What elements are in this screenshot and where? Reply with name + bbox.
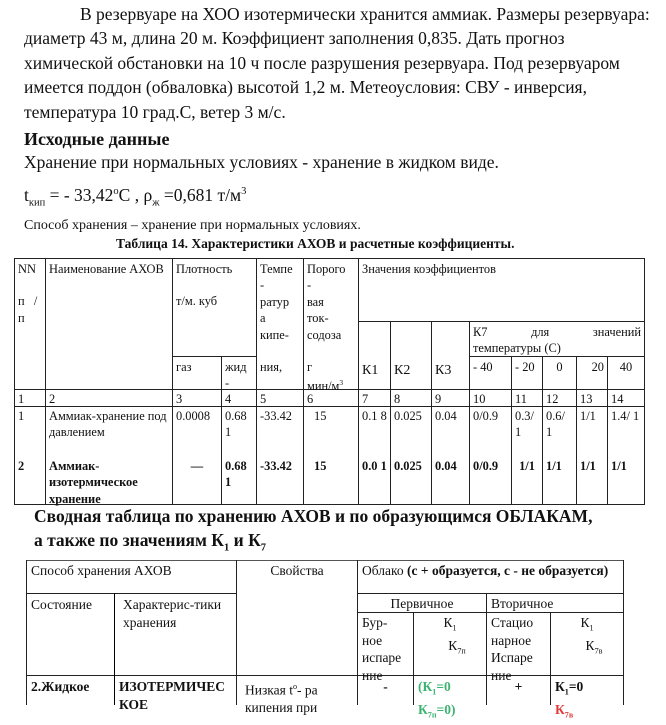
method-line: Способ хранения – хранение при нормальных условиях. xyxy=(24,218,361,233)
row-properties: Низкая $t^o-$ ра кипения при xyxy=(245,682,318,715)
col-number: 7 xyxy=(362,392,369,406)
col-number: 9 xyxy=(435,392,442,406)
row2-gas: — xyxy=(190,459,204,473)
row2-k3: 0.04 xyxy=(435,459,457,473)
row2-nn: 2 xyxy=(18,459,25,473)
col-number: 6 xyxy=(307,392,314,406)
row1-name: Аммиак-хранение под давлением xyxy=(49,409,167,440)
row-secondary-k: $К_1=0$ $К_{7в}$ xyxy=(555,679,584,720)
col-number: 5 xyxy=(260,392,267,406)
t-symbol: t xyxy=(24,185,29,205)
row1-liquid: 0.68 1 xyxy=(225,409,247,440)
row-primary-k: ($К_1=0$ $К_{7п}=0$) xyxy=(418,679,456,720)
header-temp-m40: - 40 xyxy=(473,360,493,374)
row2-k1: 0.0 1 xyxy=(362,459,387,473)
col-number: 10 xyxy=(473,392,486,406)
row-stationary: + xyxy=(514,679,523,694)
summary-title-line1: Сводная таблица по хранению АХОВ и по образующимся ОБЛАКАМ, xyxy=(34,506,593,526)
rho-value: =0,681 т/м xyxy=(159,185,242,205)
row1-k7-20: 1/1 xyxy=(580,409,596,423)
row-state: 2.Жидкое xyxy=(31,679,90,694)
row2-k7-0: 1/1 xyxy=(546,459,562,473)
header-nn: NN п / п xyxy=(18,262,38,325)
row1-k7-m20: 0.3/ 1 xyxy=(515,409,534,440)
row1-temp: -33.42 xyxy=(260,409,293,423)
header-boiling-evaporation: Бур-ное испаре ние xyxy=(362,615,402,683)
row2-k2: 0.025 xyxy=(394,459,422,473)
header-k7: К7 для значений температуры (С) xyxy=(473,325,641,356)
header-secondary: Вторичное xyxy=(491,596,554,611)
table14-caption: Таблица 14. Характеристики АХОВ и расчетные коэффициенты. xyxy=(116,236,515,251)
row1-k7-m40: 0/0.9 xyxy=(473,409,499,423)
row2-threshold: 15 xyxy=(314,459,327,473)
col-number: 8 xyxy=(394,392,401,406)
header-storage-chars: Характерис-тики хранения xyxy=(123,597,222,630)
header-coeffs: Значения коэффициентов xyxy=(362,262,496,276)
header-temp-m20: - 20 xyxy=(515,360,535,374)
row1-gas: 0.0008 xyxy=(176,409,211,423)
header-name: Наименование АХОВ xyxy=(49,262,164,276)
header-stationary-evaporation: Стацио нарное Испаре ние xyxy=(491,615,534,683)
intro-text: В резервуаре на ХОО изотермически хранится аммиак. Размеры резервуара: диаметр 43 м, длина 20 м. Коэффициент заполнения 0,835. Дать прогноз химической обстановки на 10 ч после разрушения резервуара. Под резервуаром имеется поддон (обваловка) высотой 1,2 м. Метеоусловия: СВУ - инверсия, температура 10 град.С, ветер 3 м/с. xyxy=(24,4,650,122)
header-liquid: жид - xyxy=(225,360,247,391)
header-k2: К2 xyxy=(394,363,411,378)
row2-k7-m20: 1/1 xyxy=(519,459,535,473)
storage-line: Хранение при нормальных условиях - хранение в жидком виде. xyxy=(24,152,499,172)
col-number: 14 xyxy=(611,392,624,406)
col-number: 1 xyxy=(18,392,25,406)
col-number: 13 xyxy=(580,392,593,406)
header-gas: газ xyxy=(176,360,192,374)
header-k1-k7p: $К_1$ $К_{7п}$ xyxy=(443,615,466,656)
col-number: 12 xyxy=(546,392,559,406)
row-storage-chars: ИЗОТЕРМИЧЕС КОЕ xyxy=(119,679,226,712)
rho-symbol: ρ xyxy=(143,185,153,205)
t-unit: C , xyxy=(118,185,144,205)
summary-title-line2: а также по значениям $К_1$ и $К_7$ xyxy=(34,530,267,554)
header-state: Состояние xyxy=(31,597,92,612)
header-storage-method: Способ хранения АХОВ xyxy=(31,563,172,578)
t-value: = - 33,42 xyxy=(45,185,114,205)
rho-sub: ж xyxy=(152,197,160,209)
header-temp-0: 0 xyxy=(556,360,563,374)
row-boiling: - xyxy=(383,679,388,694)
col-number: 11 xyxy=(515,392,527,406)
source-data-heading: Исходные данные xyxy=(24,129,170,149)
header-density: Плотность т/м. куб xyxy=(176,262,233,309)
row1-k7-0: 0.6/ 1 xyxy=(546,409,565,440)
row2-name: Аммиак-изотермическое хранение xyxy=(49,459,138,506)
row1-nn: 1 xyxy=(18,409,25,423)
row2-liquid: 0.68 1 xyxy=(225,459,247,490)
header-k3: К3 xyxy=(435,363,452,378)
header-temp: Темпе - ратур а кипе- ния, xyxy=(260,262,293,375)
row1-k1: 0.1 8 xyxy=(362,409,387,423)
header-primary: Первичное xyxy=(390,596,454,611)
col-number: 2 xyxy=(49,392,56,406)
row2-k7-m40: 0/0.9 xyxy=(473,459,499,473)
col-number: 4 xyxy=(225,392,232,406)
t-deg: o xyxy=(113,186,119,198)
row2-k7-40: 1/1 xyxy=(611,459,627,473)
row2-temp: -33.42 xyxy=(260,459,293,473)
header-temp-40: 40 xyxy=(619,360,633,374)
row1-threshold: 15 xyxy=(314,409,327,423)
row1-k7-40: 1.4/ 1 xyxy=(611,409,640,423)
col-number: 3 xyxy=(176,392,183,406)
header-properties: Свойства xyxy=(270,563,324,578)
header-threshold: Порого - вая ток- содоза г мин/$м^3$ xyxy=(307,262,346,394)
header-cloud: Облако (с + образуется, с - не образуется) xyxy=(362,563,609,578)
row2-k7-20: 1/1 xyxy=(580,459,596,473)
header-k1: К1 xyxy=(362,363,379,378)
t-sub: кип xyxy=(28,197,46,209)
rho-sup: 3 xyxy=(241,186,247,198)
row1-k2: 0.025 xyxy=(394,409,422,423)
header-k1-k7v: $К_1$ $К_{7в}$ xyxy=(580,615,603,656)
row1-k3: 0.04 xyxy=(435,409,457,423)
header-temp-20: 20 xyxy=(591,360,604,374)
